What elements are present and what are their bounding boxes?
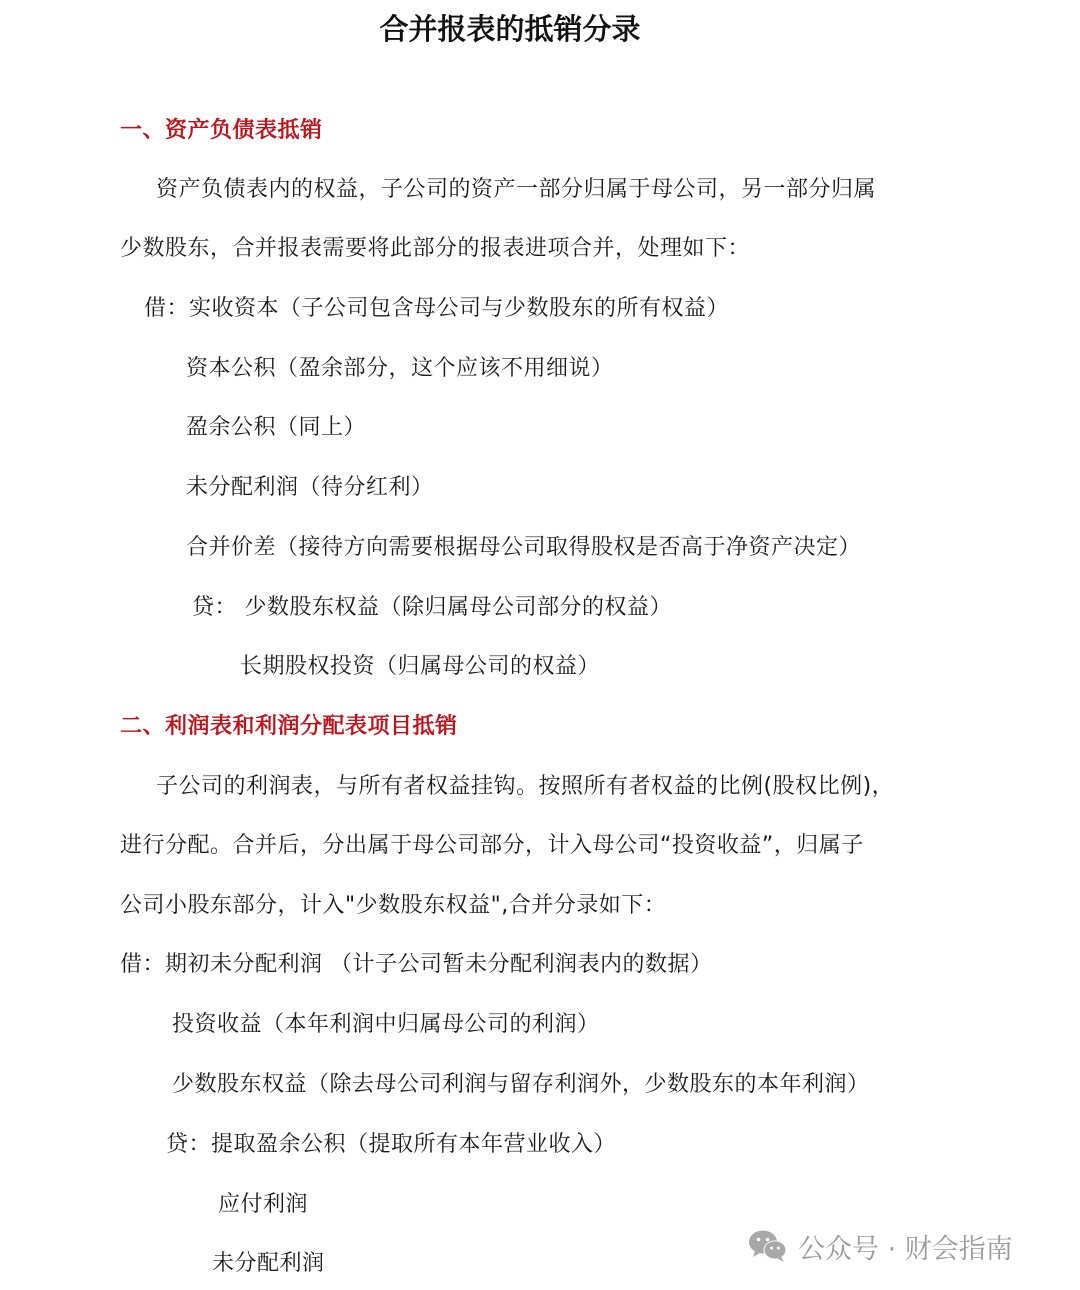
journal-entry-line: 资本公积（盈余部分，这个应该不用细说） (186, 356, 614, 381)
journal-entry-line: 应付利润 (218, 1192, 309, 1217)
paragraph-line: 资产负债表内的权益，子公司的资产一部分归属于母公司，另一部分归属 (156, 177, 877, 202)
watermark-text: 公众号 · 财会指南 (798, 1233, 1013, 1265)
paragraph-line: 少数股东，合并报表需要将此部分的报表进项合并，处理如下： (120, 236, 751, 261)
wechat-icon (748, 1229, 788, 1263)
journal-entry-line: 未分配利润 (212, 1251, 325, 1276)
page-title: 合并报表的抵销分录 (379, 12, 641, 46)
journal-entry-line: 投资收益（本年利润中归属母公司的利润） (172, 1012, 600, 1037)
section-heading-balance-sheet: 一、资产负债表抵销 (120, 118, 323, 143)
watermark (748, 1226, 1013, 1266)
journal-entry-line: 盈余公积（同上） (186, 415, 367, 440)
journal-entry-line: 借：实收资本（子公司包含母公司与少数股东的所有权益） (144, 296, 730, 321)
paragraph-line: 进行分配。合并后，分出属于母公司部分，计入母公司“投资收益”，归属子 (120, 833, 864, 858)
journal-entry-line: 未分配利润（待分红利） (186, 475, 434, 500)
paragraph-line: 公司小股东部分，计入"少数股东权益",合并分录如下： (120, 893, 667, 918)
section-heading-income-statement: 二、利润表和利润分配表项目抵销 (120, 714, 458, 739)
paragraph-line: 子公司的利润表，与所有者权益挂钩。按照所有者权益的比例(股权比例)， (156, 774, 895, 799)
journal-entry-line: 合并价差（接待方向需要根据母公司取得股权是否高于净资产决定） (186, 535, 862, 560)
journal-entry-line: 贷： 少数股东权益（除归属母公司部分的权益） (192, 595, 672, 620)
journal-entry-line: 借：期初未分配利润 （计子公司暂未分配利润表内的数据） (120, 952, 713, 977)
journal-entry-line: 少数股东权益（除去母公司利润与留存利润外，少数股东的本年利润） (172, 1072, 870, 1097)
journal-entry-line: 长期股权投资（归属母公司的权益） (240, 654, 601, 679)
journal-entry-line: 贷：提取盈余公积（提取所有本年营业收入） (166, 1132, 617, 1157)
